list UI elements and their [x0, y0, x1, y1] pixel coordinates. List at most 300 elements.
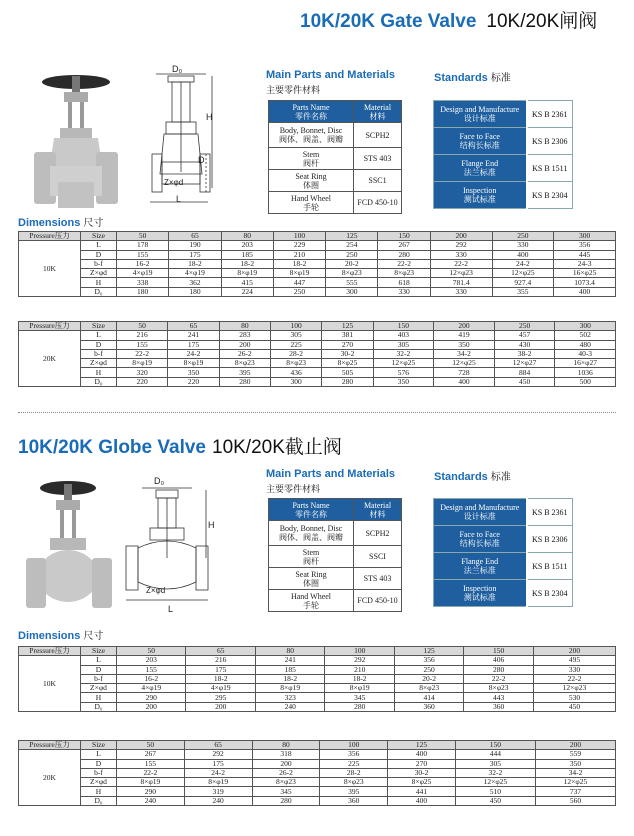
globe-valve-drawing — [120, 478, 216, 610]
table-row — [19, 368, 616, 377]
row-label: D₀ — [81, 377, 117, 386]
table-cell: 100 — [325, 647, 394, 656]
row-label: b-f — [81, 674, 117, 683]
table-cell: 280 — [322, 377, 373, 386]
table-row — [19, 377, 616, 386]
table-cell: 330 — [533, 665, 615, 674]
table-cell: 445 — [554, 250, 616, 259]
table-cell: 16×φ27 — [555, 359, 616, 368]
table-cell: 250 — [494, 322, 555, 331]
table-cell: 4×φ19 — [117, 269, 169, 278]
table-row: Inspection 测试标准 KS B 2304 — [434, 580, 573, 607]
row-label: Z×φd — [81, 778, 117, 787]
table-cell: 200 — [252, 759, 320, 768]
table-cell: 8×φ23 — [252, 778, 320, 787]
table-cell: 323 — [255, 693, 324, 702]
row-label: D₀ — [81, 287, 117, 296]
table-row — [19, 674, 616, 683]
row-label: H — [81, 368, 117, 377]
table-cell: 225 — [270, 340, 321, 349]
globe-drawing-l-label: L — [168, 604, 174, 614]
table-row — [19, 340, 616, 349]
table-cell: 555 — [326, 278, 378, 287]
parts-name-header: Parts Name 零件名称 — [269, 101, 354, 123]
table-row: Flange End 法兰标准 KS B 1511 — [434, 553, 573, 580]
table-cell: 210 — [325, 665, 394, 674]
table-cell: 356 — [320, 750, 388, 759]
table-cell: 12×φ25 — [455, 778, 535, 787]
table-cell: 305 — [373, 340, 434, 349]
pressure-header: Pressure压力 — [19, 322, 81, 331]
table-cell: 415 — [221, 278, 273, 287]
gate-parts-heading: Main Parts and Materials — [266, 69, 395, 81]
gate-valve-photo — [28, 70, 124, 218]
table-cell: 28-2 — [270, 349, 321, 358]
table-cell: 240 — [184, 796, 252, 805]
table-cell: 414 — [394, 693, 463, 702]
table-cell: 576 — [373, 368, 434, 377]
table-cell: 125 — [322, 322, 373, 331]
row-label: D₀ — [81, 796, 117, 805]
table-cell: 280 — [325, 702, 394, 711]
table-cell: 155 — [117, 665, 186, 674]
table-cell: 150 — [378, 232, 430, 241]
table-cell: 22-2 — [117, 768, 185, 777]
gate-drawing-l-label: L — [176, 194, 182, 204]
table-cell: 8×φ23 — [219, 359, 270, 368]
table-row — [19, 349, 616, 358]
table-row — [19, 278, 616, 287]
table-cell: 320 — [117, 368, 168, 377]
table-row — [19, 684, 616, 693]
row-label: L — [81, 331, 117, 340]
table-cell: 330 — [378, 287, 430, 296]
table-row — [19, 759, 616, 768]
gate-dimensions-heading: Dimensions 尺寸 — [18, 217, 104, 229]
table-cell: 360 — [464, 702, 533, 711]
table-cell: 150 — [373, 322, 434, 331]
table-cell: 8×φ19 — [117, 359, 168, 368]
row-label: L — [81, 656, 117, 665]
table-cell: 178 — [117, 241, 169, 250]
table-cell: 8×φ23 — [270, 359, 321, 368]
table-cell: 330 — [430, 250, 492, 259]
table-cell: 8×φ19 — [273, 269, 325, 278]
table-cell: 210 — [273, 250, 325, 259]
table-cell: 229 — [273, 241, 325, 250]
table-cell: 200 — [186, 702, 255, 711]
table-cell: 24-2 — [184, 768, 252, 777]
table-cell: 22-2 — [533, 674, 615, 683]
table-cell: 8×φ19 — [255, 684, 324, 693]
table-cell: 4×φ19 — [169, 269, 221, 278]
table-cell: 403 — [373, 331, 434, 340]
table-row — [19, 259, 616, 268]
table-cell: 355 — [492, 287, 554, 296]
pressure-class-cell: 10K — [19, 241, 81, 297]
table-cell: 50 — [117, 322, 168, 331]
table-cell: 200 — [117, 702, 186, 711]
table-cell: 450 — [494, 377, 555, 386]
table-cell: 16×φ25 — [554, 269, 616, 278]
table-row — [19, 287, 616, 296]
material-header: Material 材料 — [354, 499, 402, 521]
globe-standards-table — [433, 498, 573, 607]
table-cell: 40-3 — [555, 349, 616, 358]
table-cell: 502 — [555, 331, 616, 340]
table-cell: 28-2 — [320, 768, 388, 777]
table-cell: 100 — [273, 232, 325, 241]
pressure-class-cell: 10K — [19, 656, 81, 712]
table-row: Body, Bonnet, Disc 阀体、阀盖、阀瓣 SCPH2 — [269, 123, 402, 148]
table-cell: 16-2 — [117, 259, 169, 268]
table-cell: 155 — [117, 759, 185, 768]
table-cell: 65 — [184, 741, 252, 750]
table-cell: 8×φ19 — [325, 684, 394, 693]
table-cell: 350 — [373, 377, 434, 386]
table-cell: 480 — [555, 340, 616, 349]
table-cell: 150 — [455, 741, 535, 750]
table-cell: 500 — [555, 377, 616, 386]
table-cell: 450 — [533, 702, 615, 711]
table-cell: 8×φ23 — [464, 684, 533, 693]
table-row: Inspection 测试标准 KS B 2304 — [434, 182, 573, 209]
table-cell: 220 — [168, 377, 219, 386]
table-cell: 4×φ19 — [117, 684, 186, 693]
table-cell: 22-2 — [378, 259, 430, 268]
table-header-row — [19, 322, 616, 331]
table-cell: 292 — [184, 750, 252, 759]
table-cell: 155 — [117, 340, 168, 349]
table-cell: 24-2 — [168, 349, 219, 358]
row-label: Z×φd — [81, 684, 117, 693]
table-cell: 300 — [555, 322, 616, 331]
table-cell: 330 — [430, 287, 492, 296]
gate-parts-table — [268, 100, 402, 214]
pressure-header: Pressure压力 — [19, 647, 81, 656]
table-cell: 356 — [394, 656, 463, 665]
table-cell: 728 — [434, 368, 495, 377]
table-cell: 18-2 — [169, 259, 221, 268]
table-cell: 300 — [270, 377, 321, 386]
table-row: Hand Wheel 手轮 FCD 450-10 — [269, 192, 402, 214]
table-cell: 50 — [117, 741, 185, 750]
table-cell: 100 — [270, 322, 321, 331]
table-cell: 400 — [492, 250, 554, 259]
gate-standards-heading: Standards 标准 — [434, 72, 511, 84]
table-row: Body, Bonnet, Disc 阀体、阀盖、阀瓣 SCPH2 — [269, 521, 402, 546]
table-row: Face to Face 结构长标准 KS B 2306 — [434, 526, 573, 553]
gate-dimensions-20k-table — [18, 321, 616, 387]
row-label: b-f — [81, 259, 117, 268]
table-cell: 290 — [117, 693, 186, 702]
table-cell: 400 — [554, 287, 616, 296]
table-cell: 20-2 — [326, 259, 378, 268]
table-cell: 927.4 — [492, 278, 554, 287]
table-cell: 175 — [169, 250, 221, 259]
table-cell: 100 — [320, 741, 388, 750]
table-cell: 450 — [455, 796, 535, 805]
table-cell: 240 — [117, 796, 185, 805]
table-row — [19, 768, 616, 777]
gate-valve-drawing — [148, 62, 224, 212]
row-label: D₀ — [81, 702, 117, 711]
table-row: Seat Ring 体圈 SSC1 — [269, 170, 402, 192]
row-label: Z×φd — [81, 269, 117, 278]
table-cell: 350 — [535, 759, 615, 768]
row-label: Z×φd — [81, 359, 117, 368]
globe-parts-heading-cn: 主要零件材料 — [266, 484, 321, 494]
table-cell: 203 — [117, 656, 186, 665]
table-cell: 560 — [535, 796, 615, 805]
table-cell: 305 — [270, 331, 321, 340]
row-label: H — [81, 787, 117, 796]
table-cell: 381 — [322, 331, 373, 340]
table-cell: 250 — [273, 287, 325, 296]
table-cell: 419 — [434, 331, 495, 340]
row-label: b-f — [81, 768, 117, 777]
table-cell: 8×φ23 — [394, 684, 463, 693]
table-row: Design and Manufacture 设计标准 KS B 2361 — [434, 101, 573, 128]
table-cell: 443 — [464, 693, 533, 702]
gate-standards-table — [433, 100, 573, 209]
table-cell: 241 — [168, 331, 219, 340]
table-cell: 12×φ25 — [373, 359, 434, 368]
table-cell: 781.4 — [430, 278, 492, 287]
row-label: Size — [81, 647, 117, 656]
table-cell: 22-2 — [430, 259, 492, 268]
table-cell: 530 — [533, 693, 615, 702]
table-cell: 350 — [434, 340, 495, 349]
table-cell: 24-2 — [492, 259, 554, 268]
table-row — [19, 702, 616, 711]
globe-drawing-d0-label: D₀ — [154, 476, 165, 486]
table-cell: 190 — [169, 241, 221, 250]
globe-drawing-zx-label: Z×φd — [146, 586, 166, 595]
table-cell: 34-2 — [535, 768, 615, 777]
table-cell: 350 — [168, 368, 219, 377]
table-cell: 155 — [117, 250, 169, 259]
table-cell: 1073.4 — [554, 278, 616, 287]
table-cell: 203 — [221, 241, 273, 250]
table-cell: 8×φ19 — [168, 359, 219, 368]
table-row — [19, 656, 616, 665]
table-header-row — [19, 647, 616, 656]
table-row — [19, 665, 616, 674]
table-cell: 18-2 — [325, 674, 394, 683]
table-cell: 444 — [455, 750, 535, 759]
table-cell: 185 — [255, 665, 324, 674]
table-cell: 270 — [388, 759, 456, 768]
table-cell: 292 — [325, 656, 394, 665]
table-cell: 80 — [219, 322, 270, 331]
table-cell: 18-2 — [273, 259, 325, 268]
table-cell: 360 — [394, 702, 463, 711]
table-cell: 34-2 — [434, 349, 495, 358]
table-cell: 400 — [388, 750, 456, 759]
table-cell: 505 — [322, 368, 373, 377]
table-row — [19, 359, 616, 368]
table-cell: 290 — [117, 787, 185, 796]
table-cell: 12×φ23 — [430, 269, 492, 278]
table-cell: 30-2 — [388, 768, 456, 777]
table-cell: 8×φ25 — [388, 778, 456, 787]
table-cell: 24-3 — [554, 259, 616, 268]
table-cell: 12×φ25 — [535, 778, 615, 787]
table-cell: 395 — [320, 787, 388, 796]
table-cell: 4×φ19 — [186, 684, 255, 693]
table-cell: 8×φ23 — [378, 269, 430, 278]
table-cell: 318 — [252, 750, 320, 759]
table-cell: 510 — [455, 787, 535, 796]
row-label: D — [81, 340, 117, 349]
table-cell: 26-2 — [252, 768, 320, 777]
table-cell: 447 — [273, 278, 325, 287]
row-label: Size — [81, 741, 117, 750]
table-cell: 436 — [270, 368, 321, 377]
table-cell: 280 — [464, 665, 533, 674]
table-cell: 18-2 — [221, 259, 273, 268]
table-cell: 150 — [464, 647, 533, 656]
table-cell: 618 — [378, 278, 430, 287]
table-cell: 175 — [168, 340, 219, 349]
table-cell: 200 — [430, 232, 492, 241]
table-cell: 356 — [554, 241, 616, 250]
table-row — [19, 331, 616, 340]
globe-dimensions-20k-table — [18, 740, 616, 806]
row-label: b-f — [81, 349, 117, 358]
globe-parts-table — [268, 498, 402, 612]
table-row: Flange End 法兰标准 KS B 1511 — [434, 155, 573, 182]
table-cell: 360 — [320, 796, 388, 805]
table-cell: 250 — [326, 250, 378, 259]
table-cell: 16-2 — [117, 674, 186, 683]
table-cell: 1036 — [555, 368, 616, 377]
row-label: Size — [81, 232, 117, 241]
table-cell: 441 — [388, 787, 456, 796]
table-row — [19, 269, 616, 278]
table-cell: 283 — [219, 331, 270, 340]
table-cell: 8×φ23 — [320, 778, 388, 787]
gate-valve-title: 10K/20K Gate Valve 10K/20K闸阀 — [300, 11, 598, 32]
table-cell: 267 — [117, 750, 185, 759]
table-cell: 330 — [492, 241, 554, 250]
table-cell: 216 — [117, 331, 168, 340]
table-cell: 295 — [186, 693, 255, 702]
table-cell: 125 — [394, 647, 463, 656]
table-cell: 225 — [320, 759, 388, 768]
table-cell: 20-2 — [394, 674, 463, 683]
table-cell: 240 — [255, 702, 324, 711]
table-cell: 345 — [325, 693, 394, 702]
table-row: Seat Ring 体圈 STS 403 — [269, 568, 402, 590]
table-cell: 559 — [535, 750, 615, 759]
gate-dimensions-10k-table — [18, 231, 616, 297]
table-row: Stem 阀杆 STS 403 — [269, 148, 402, 170]
table-cell: 65 — [186, 647, 255, 656]
table-cell: 80 — [255, 647, 324, 656]
table-cell: 8×φ19 — [221, 269, 273, 278]
table-cell: 280 — [378, 250, 430, 259]
globe-standards-heading: Standards 标准 — [434, 471, 511, 483]
table-cell: 224 — [221, 287, 273, 296]
globe-valve-title: 10K/20K Globe Valve 10K/20K截止阀 — [18, 437, 342, 458]
table-cell: 400 — [434, 377, 495, 386]
table-row — [19, 693, 616, 702]
section-divider — [18, 412, 616, 413]
table-cell: 125 — [388, 741, 456, 750]
globe-valve-photo — [22, 478, 118, 618]
table-cell: 495 — [533, 656, 615, 665]
parts-name-header: Parts Name 零件名称 — [269, 499, 354, 521]
table-header-row — [19, 741, 616, 750]
table-cell: 395 — [219, 368, 270, 377]
table-header-row — [19, 232, 616, 241]
gate-parts-heading-cn: 主要零件材料 — [266, 85, 321, 95]
row-label: D — [81, 665, 117, 674]
table-cell: 250 — [492, 232, 554, 241]
globe-drawing-h-label: H — [208, 520, 215, 530]
table-cell: 32-2 — [455, 768, 535, 777]
table-cell: 12×φ25 — [434, 359, 495, 368]
globe-dimensions-10k-table — [18, 646, 616, 712]
row-label: L — [81, 241, 117, 250]
table-cell: 65 — [169, 232, 221, 241]
pressure-class-cell: 20K — [19, 750, 81, 806]
row-label: H — [81, 693, 117, 702]
table-cell: 180 — [169, 287, 221, 296]
table-cell: 200 — [434, 322, 495, 331]
globe-dimensions-heading: Dimensions 尺寸 — [18, 630, 104, 642]
table-cell: 267 — [378, 241, 430, 250]
table-cell: 254 — [326, 241, 378, 250]
table-cell: 175 — [184, 759, 252, 768]
table-cell: 884 — [494, 368, 555, 377]
table-cell: 200 — [533, 647, 615, 656]
table-cell: 216 — [186, 656, 255, 665]
table-cell: 180 — [117, 287, 169, 296]
table-row: Design and Manufacture 设计标准 KS B 2361 — [434, 499, 573, 526]
table-cell: 300 — [554, 232, 616, 241]
table-cell: 12×φ27 — [494, 359, 555, 368]
table-cell: 30-2 — [322, 349, 373, 358]
table-cell: 200 — [535, 741, 615, 750]
table-cell: 8×φ19 — [184, 778, 252, 787]
pressure-class-cell: 20K — [19, 331, 81, 387]
table-row — [19, 778, 616, 787]
table-cell: 200 — [219, 340, 270, 349]
table-cell: 18-2 — [255, 674, 324, 683]
table-row: Face to Face 结构长标准 KS B 2306 — [434, 128, 573, 155]
row-label: D — [81, 250, 117, 259]
row-label: L — [81, 750, 117, 759]
table-cell: 406 — [464, 656, 533, 665]
table-cell: 430 — [494, 340, 555, 349]
table-cell: 12×φ25 — [492, 269, 554, 278]
gate-drawing-zx-label: Z×φd — [164, 178, 184, 187]
table-cell: 175 — [186, 665, 255, 674]
table-cell: 65 — [168, 322, 219, 331]
table-cell: 362 — [169, 278, 221, 287]
table-cell: 457 — [494, 331, 555, 340]
table-row — [19, 796, 616, 805]
table-cell: 338 — [117, 278, 169, 287]
table-cell: 18-2 — [186, 674, 255, 683]
table-cell: 12×φ23 — [533, 684, 615, 693]
table-cell: 250 — [394, 665, 463, 674]
table-cell: 185 — [221, 250, 273, 259]
table-row: Stem 阀杆 SSCI — [269, 546, 402, 568]
